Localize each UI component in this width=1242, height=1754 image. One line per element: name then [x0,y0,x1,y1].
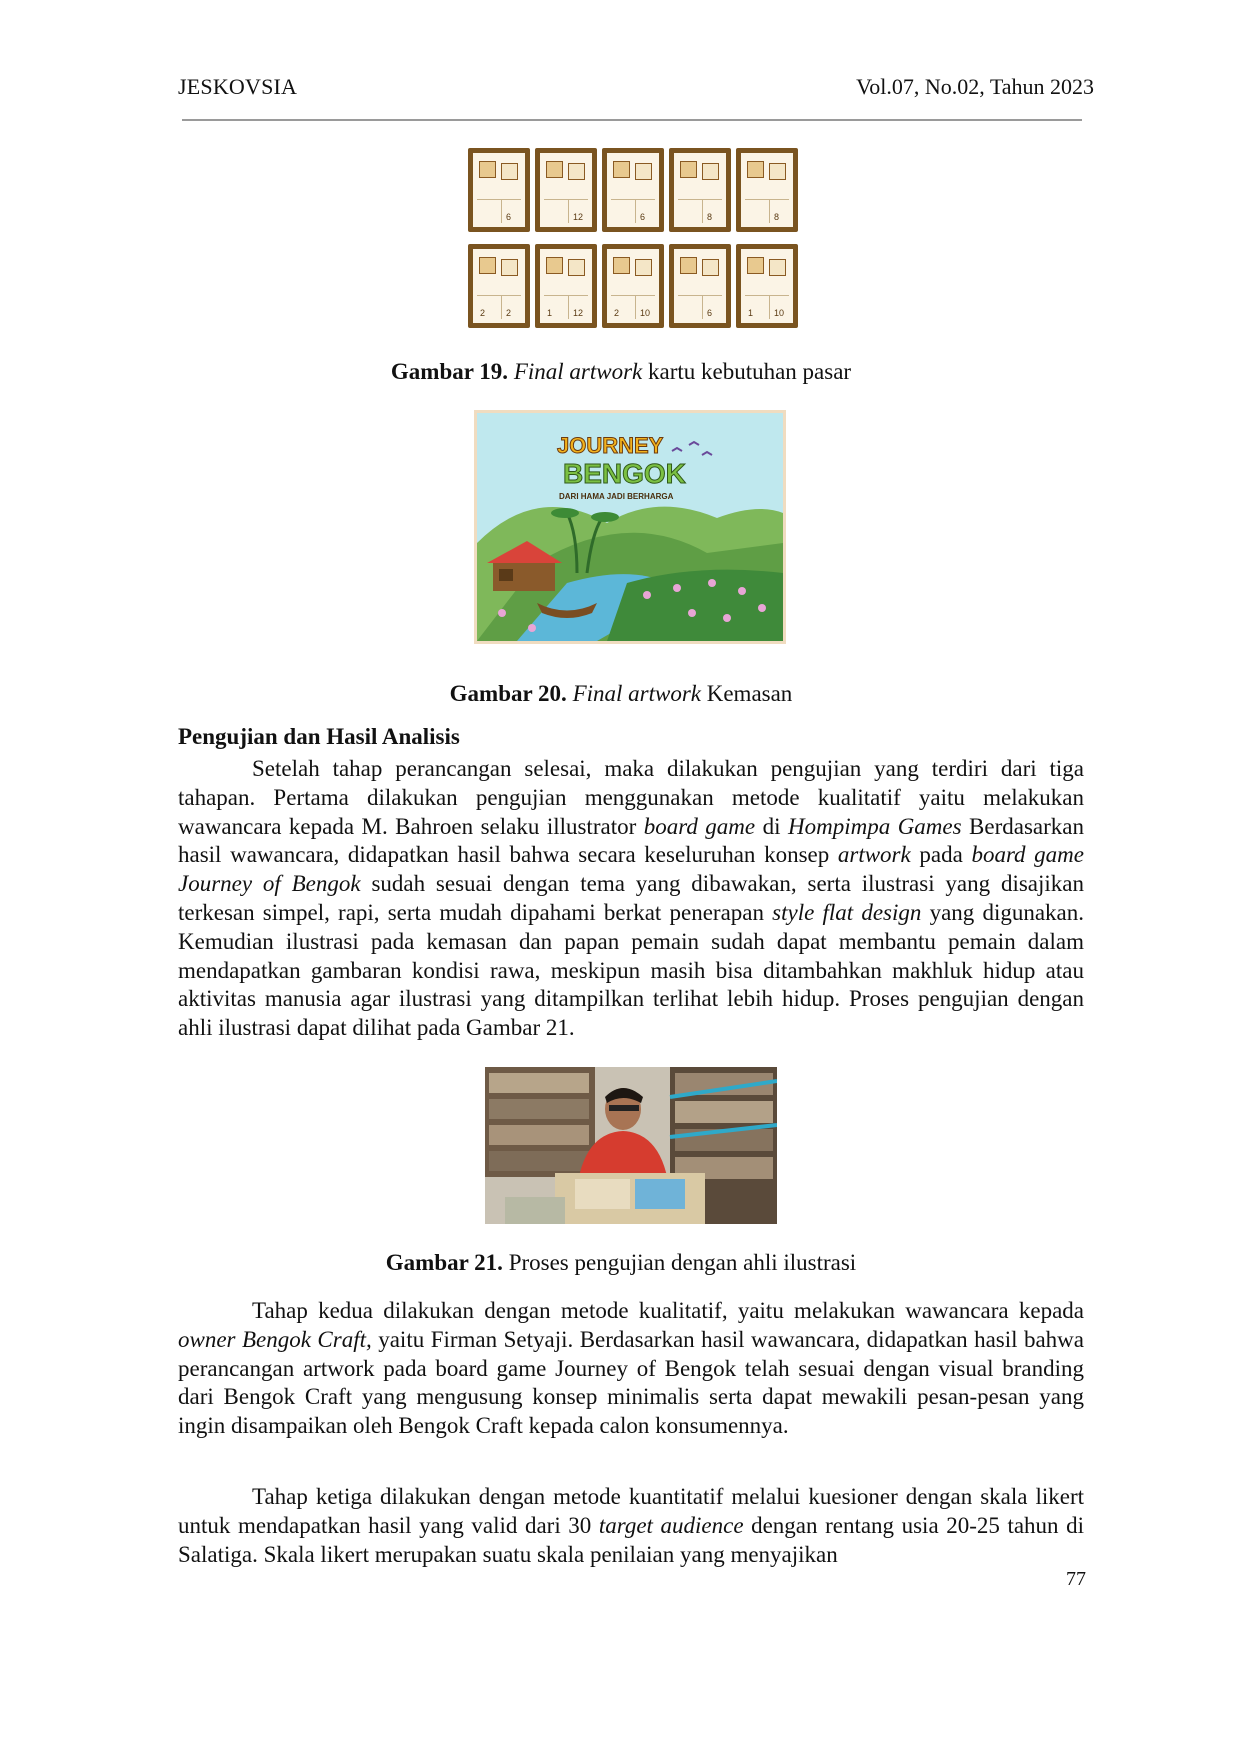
journal-name: JESKOVSIA [178,74,298,99]
market-card: 8 [669,148,731,232]
page-number: 77 [1066,1568,1086,1590]
market-card: 2 10 [602,244,664,328]
market-card: 6 [468,148,530,232]
figure-21-caption: Gambar 21. Proses pengujian dengan ahli ilustrasi [385,1250,857,1275]
journal-volume: Vol.07, No.02, Tahun 2023 [856,74,1094,99]
packaging-logo-line2: BENGOK [563,458,686,489]
market-card: 1 10 [736,244,798,328]
header-divider [182,119,1082,121]
market-card: 6 [669,244,731,328]
section-title: Pengujian dan Hasil Analisis [178,724,460,749]
figure-20-packaging-image [474,410,786,644]
market-card: 12 [535,148,597,232]
figure-21-photo [485,1067,777,1224]
figure-20-caption: Gambar 20. Final artwork Kemasan [449,681,793,706]
packaging-logo-subtitle: DARI HAMA JADI BERHARGA [559,492,674,501]
market-card: 1 12 [535,244,597,328]
paragraph-1: Setelah tahap perancangan selesai, maka dilakukan pengujian yang terdiri dari tiga tahapan. Pertama dilakukan pengujian menggunakan metode kualitatif yaitu melakukan wawancara kepada M. Bahroen selaku illustrator board game di Hompimpa Games Berdasarkan hasil wawancara, didapatkan hasil bahwa secara keseluruhan konsep artwork pada board game Journey of Bengok sudah sesuai dengan tema yang dibawakan, serta ilustrasi yang disajikan terkesan simpel, rapi, serta mudah dipahami berkat penerapan style flat design yang digunakan. Kemudian ilustrasi pada kemasan dan papan pemain sudah dapat membantu pemain dalam mendapatkan gambaran kondisi rawa, meskipun masih bisa ditambahkan makhluk hidup atau aktivitas manusia agar ilustrasi yang ditampilkan terlihat lebih hidup. Proses pengujian dengan ahli ilustrasi dapat dilihat pada Gambar 21. [178,756,1085,1041]
figure-19-caption: Gambar 19. Final artwork kartu kebutuhan pasar [390,359,852,384]
paragraph-3: Tahap ketiga dilakukan dengan metode kuantitatif melalui kuesioner dengan skala likert untuk mendapatkan hasil yang valid dari 30 target audience dengan rentang usia 20-25 tahun di Salatiga. Skala likert merupakan suatu skala penilaian yang menyajikan [178,1484,1084,1567]
market-card: 2 2 [468,244,530,328]
paragraph-2: Tahap kedua dilakukan dengan metode kualitatif, yaitu melakukan wawancara kepada owner Bengok Craft, yaitu Firman Setyaji. Berdasarkan hasil wawancara, didapatkan hasil bahwa perancangan artwork pada board game Journey of Bengok telah sesuai dengan visual branding dari Bengok Craft yang mengusung konsep minimalis serta dapat mewakili pesan-pesan yang ingin disampaikan oleh Bengok Craft kepada calon konsumennya. [178,1298,1085,1439]
market-card: 6 [602,148,664,232]
figure-19-cards-image [468,148,800,330]
market-card: 8 [736,148,798,232]
packaging-logo-line1: JOURNEY [557,433,664,458]
